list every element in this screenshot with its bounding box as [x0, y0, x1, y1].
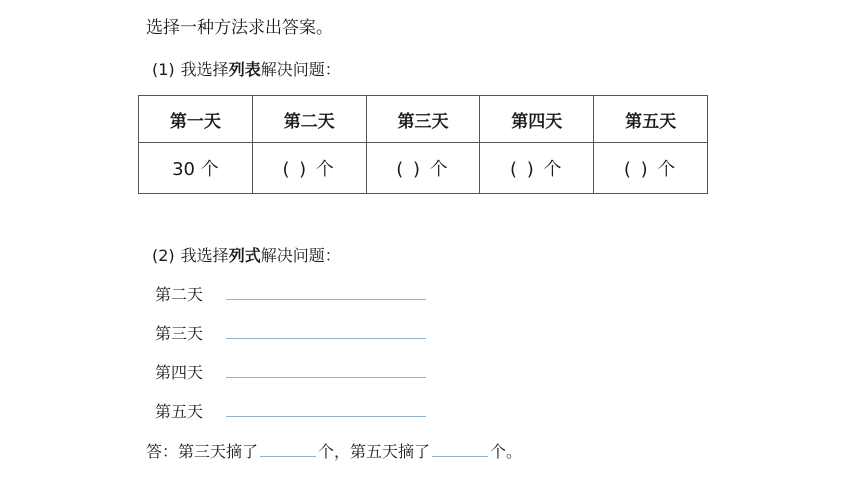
value-day3-blank[interactable]: ( ) 个: [366, 143, 480, 194]
part1-heading: [152, 57, 341, 80]
equation-line-day4[interactable]: [226, 377, 426, 378]
value-day1: 30 个: [139, 143, 253, 194]
answer-mid: 个，第五天摘了: [318, 442, 431, 461]
answer-sentence: [146, 439, 522, 462]
header-day5: 第五天: [594, 96, 708, 143]
equation-line-day3[interactable]: [226, 338, 426, 339]
answer-prefix: 答：第三天摘了: [146, 442, 259, 461]
answer-blank-day3[interactable]: [260, 442, 316, 457]
value-day4-blank[interactable]: ( ) 个: [480, 143, 594, 194]
days-table: [138, 95, 708, 194]
part2-method: 列式: [228, 246, 261, 265]
table-header-row: [139, 96, 708, 143]
instruction-text: 选择一种方法求出答案。: [146, 18, 333, 38]
part1-suffix: 解决问题：: [260, 60, 341, 79]
header-day3: 第三天: [366, 96, 480, 143]
equation-line-day5[interactable]: [226, 416, 426, 417]
equation-label-day2: 第二天: [155, 285, 204, 304]
answer-suffix: 个。: [490, 442, 523, 461]
header-day1: 第一天: [139, 96, 253, 143]
value-day2-blank[interactable]: ( ) 个: [252, 143, 366, 194]
header-day4: 第四天: [480, 96, 594, 143]
equation-label-day3: 第三天: [155, 324, 204, 343]
part2-suffix: 解决问题：: [260, 246, 341, 265]
part2-marker: (2): [152, 246, 175, 265]
answer-blank-day5[interactable]: [432, 442, 488, 457]
value-day5-blank[interactable]: ( ) 个: [594, 143, 708, 194]
header-day2: 第二天: [252, 96, 366, 143]
equation-line-day2[interactable]: [226, 299, 426, 300]
equation-label-day4: 第四天: [155, 363, 204, 382]
table-value-row: [139, 143, 708, 194]
equation-label-day5: 第五天: [155, 402, 204, 421]
part1-prefix: 我选择: [180, 60, 229, 79]
part2-prefix: 我选择: [180, 246, 229, 265]
part2-heading: [152, 243, 341, 266]
part1-method: 列表: [228, 60, 261, 79]
part1-marker: (1): [152, 60, 175, 79]
